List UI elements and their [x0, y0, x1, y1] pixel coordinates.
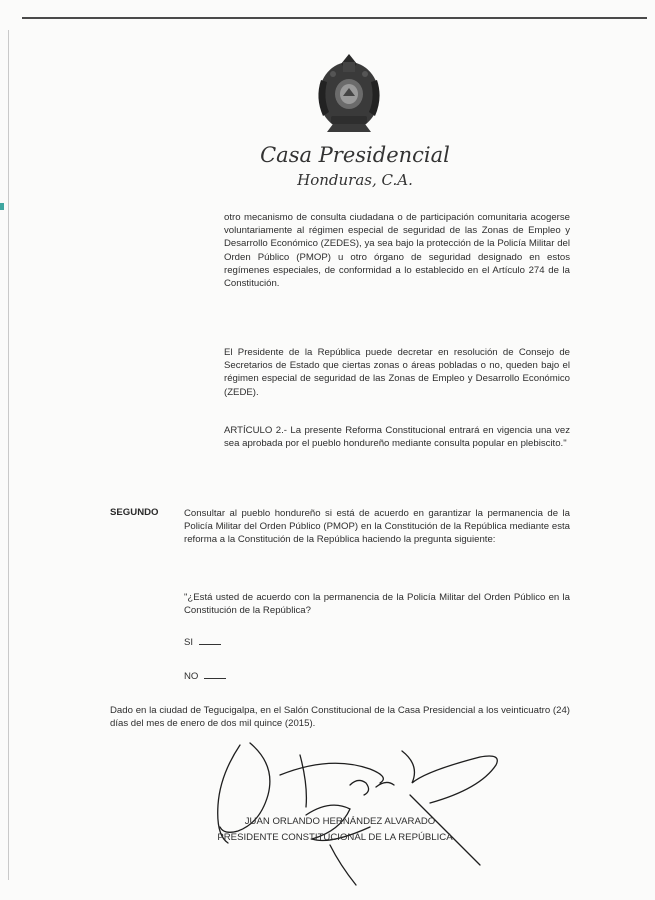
paragraph-segundo: Consultar al pueblo hondureño si está de acuerdo en garantizar la permanencia de la Policía Militar del Orden Público (PMOP) en la Constitución de la República mediante esta reforma a la Constitución de la República haciendo la pregunta siguiente:	[184, 508, 570, 546]
top-rule	[22, 17, 647, 19]
answer-si-label: SI	[184, 637, 194, 648]
answer-no-blank	[204, 678, 226, 679]
paragraph-question: "¿Está usted de acuerdo con la permanencia de la Policía Militar del Orden Público en la Constitución de la República?	[184, 592, 570, 617]
signer-title: PRESIDENTE CONSTITUCIONAL DE LA REPÚBLICA	[217, 832, 453, 843]
paragraph-president-decree: El Presidente de la República puede decretar en resolución de Consejo de Secretarios de Estado que ciertas zonas o áreas pobladas o no, queden bajo el régimen especial de seguridad de las Zonas de Empleo y Desarrollo Económico (ZEDE).	[224, 347, 570, 398]
paragraph-article-2: ARTÍCULO 2.- La presente Reforma Constitucional entrará en vigencia una vez sea aprobada por el pueblo hondureño mediante consulta popular en plebiscito."	[224, 425, 570, 450]
margin-mark	[0, 203, 4, 210]
answer-no-label: NO	[184, 671, 199, 682]
left-margin-rule	[8, 30, 9, 880]
paragraph-dated: Dado en la ciudad de Tegucigalpa, en el Salón Constitucional de la Casa Presidencial a los veinticuatro (24) días del mes de enero de dos mil quince (2015).	[110, 705, 570, 730]
answer-si	[184, 637, 221, 648]
coat-of-arms-icon	[313, 50, 385, 134]
answer-si-blank	[199, 644, 221, 645]
letterhead-title: Casa Presidencial	[260, 143, 450, 167]
signature-icon	[180, 735, 510, 890]
segundo-label: SEGUNDO	[110, 507, 159, 518]
paragraph-zedes-security: otro mecanismo de consulta ciudadana o de participación comunitaria acogerse voluntariamente al régimen especial de seguridad de las Zonas de Empleo y Desarrollo Económico (ZEDES), ya sea bajo la protección de la Policía Militar del Orden Público (PMOP) u otro órgano de seguridad designado en estos regímenes especiales, de conformidad a lo establecido en el Artículo 274 de la Constitución.	[224, 212, 570, 290]
letterhead-subtitle: Honduras, C.A.	[297, 171, 413, 189]
signer-name: JUAN ORLANDO HERNÁNDEZ ALVARADO	[244, 816, 436, 827]
answer-no	[184, 671, 226, 682]
